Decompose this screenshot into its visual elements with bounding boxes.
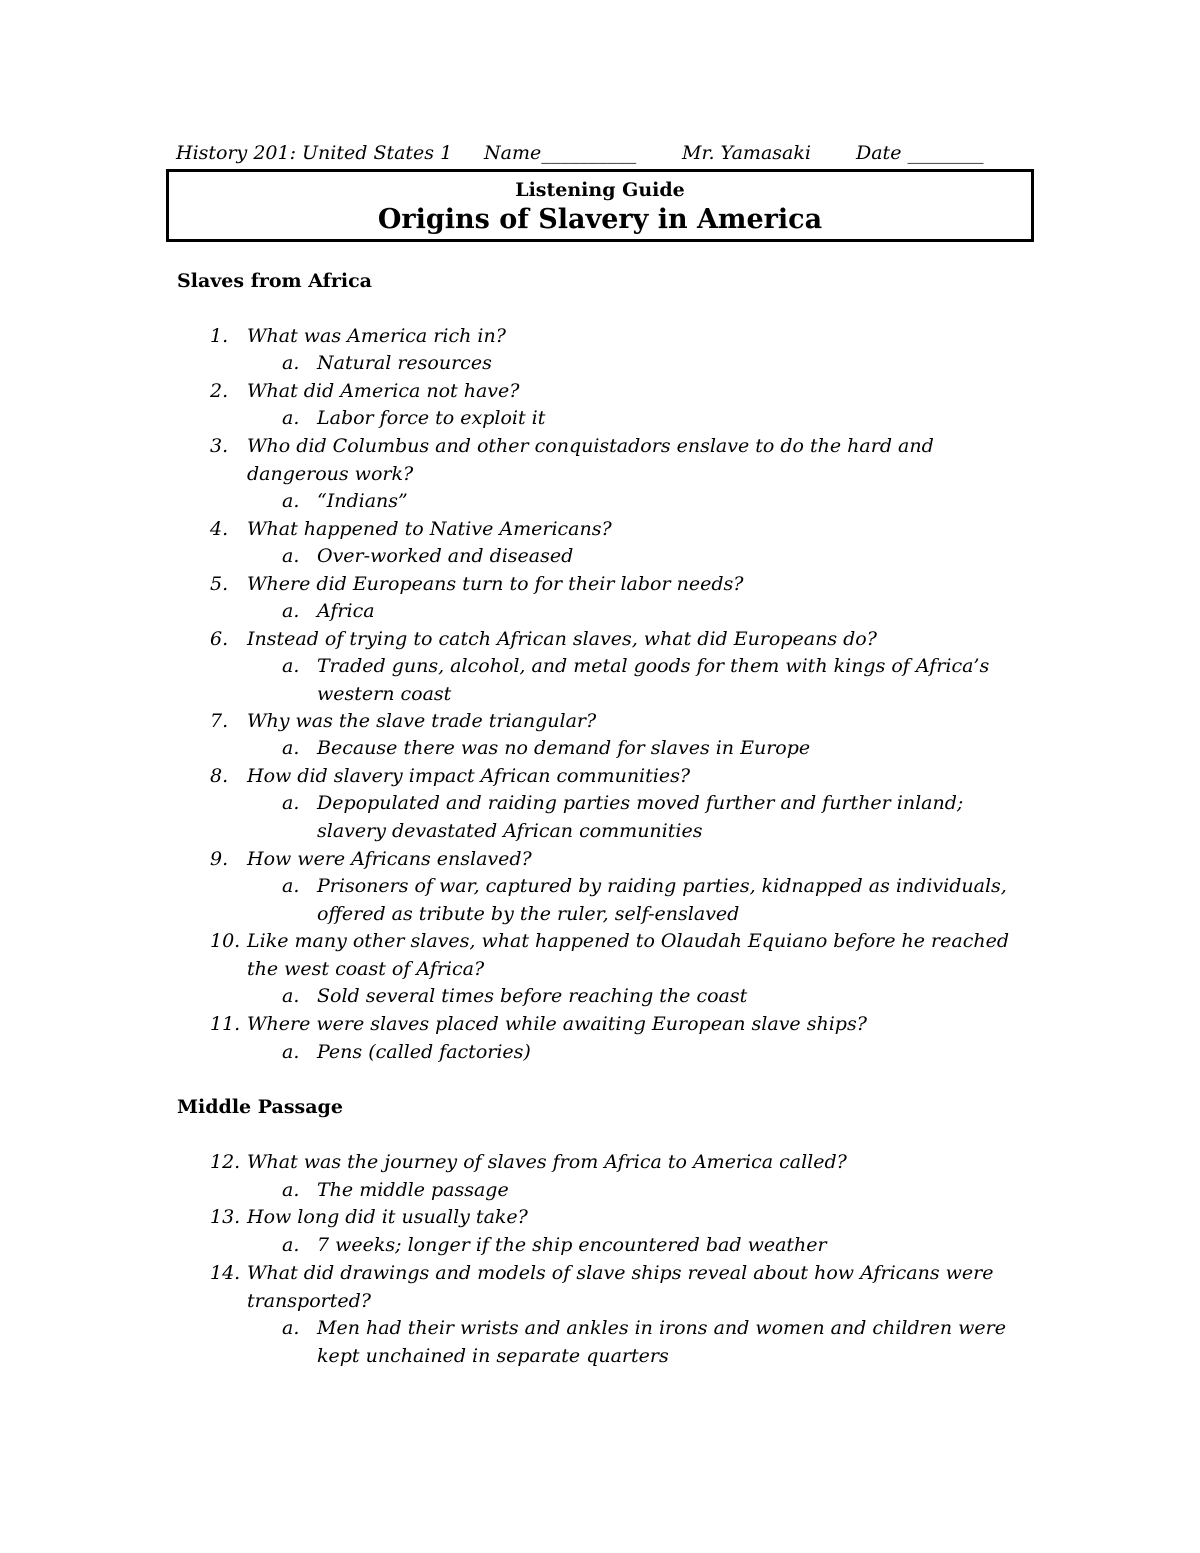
question-number: 3. [210, 435, 229, 457]
question-text: Why was the slave trade triangular? [247, 710, 597, 732]
question-text: Instead of trying to catch African slaves, what did Europeans do? [247, 628, 877, 650]
question-item [210, 626, 1030, 654]
answer-label: a. [282, 1041, 300, 1063]
question-text: Where did Europeans turn to for their labor needs? [247, 573, 744, 595]
question-number: 1. [210, 325, 229, 347]
section-heading: Slaves from Africa [177, 270, 372, 292]
question-text: How were Africans enslaved? [247, 848, 532, 870]
question-text: What happened to Native Americans? [247, 518, 612, 540]
title-box [166, 169, 1034, 242]
answer-item [282, 1232, 1030, 1260]
answer-item [282, 790, 1030, 845]
question-number: 4. [210, 518, 229, 540]
question-number: 12. [210, 1151, 241, 1173]
question-number: 10. [210, 930, 241, 952]
answer-label: a. [282, 600, 300, 622]
answer-label: a. [282, 1234, 300, 1256]
question-item [210, 1204, 1030, 1232]
title-subtitle: Listening Guide [515, 179, 685, 201]
answer-text: Sold several times before reaching the coast [317, 985, 748, 1007]
question-number: 6. [210, 628, 229, 650]
date-field: Date ________ [856, 142, 984, 164]
answer-text: Because there was no demand for slaves in Europe [317, 737, 811, 759]
question-text: Who did Columbus and other conquistadors enslave to do the hard and dangerous work? [247, 435, 934, 485]
answer-text: Prisoners of war, captured by raiding parties, kidnapped as individuals, offered as tribute by the ruler, self-enslaved [317, 875, 1007, 925]
question-item [210, 708, 1030, 736]
question-item [210, 763, 1030, 791]
answer-text: Traded guns, alcohol, and metal goods for them with kings of Africa’s western coast [317, 655, 990, 705]
question-item [210, 928, 1030, 983]
question-number: 8. [210, 765, 229, 787]
answer-label: a. [282, 352, 300, 374]
answer-label: a. [282, 1179, 300, 1201]
answer-item [282, 653, 1030, 708]
answer-text: Over-worked and diseased [317, 545, 574, 567]
question-item [210, 571, 1030, 599]
answer-item [282, 350, 1030, 378]
answer-item [282, 983, 1030, 1011]
answer-text: Natural resources [317, 352, 492, 374]
answer-label: a. [282, 407, 300, 429]
answer-text: “Indians” [317, 490, 408, 512]
answer-item [282, 543, 1030, 571]
question-item [210, 1260, 1030, 1315]
answer-label: a. [282, 545, 300, 567]
answer-text: Pens (called factories) [317, 1041, 531, 1063]
question-item [210, 378, 1030, 406]
question-number: 13. [210, 1206, 241, 1228]
question-item [210, 1011, 1030, 1039]
answer-text: Men had their wrists and ankles in irons and women and children were kept unchained in separate quarters [317, 1317, 1006, 1367]
answer-item [282, 1315, 1030, 1370]
answer-label: a. [282, 737, 300, 759]
answer-text: Africa [317, 600, 375, 622]
question-text: What did America not have? [247, 380, 520, 402]
name-field: Name__________ [484, 142, 637, 164]
question-text: How long did it usually take? [247, 1206, 528, 1228]
question-text: Like many other slaves, what happened to Olaudah Equiano before he reached the west coast of Africa? [247, 930, 1009, 980]
question-item [210, 433, 1030, 488]
course-label: History 201: United States 1 [176, 142, 453, 164]
question-number: 9. [210, 848, 229, 870]
question-text: Where were slaves placed while awaiting European slave ships? [247, 1013, 867, 1035]
answer-item [282, 1039, 1030, 1067]
page-title: Origins of Slavery in America [377, 204, 823, 235]
answer-item [282, 1177, 1030, 1205]
question-number: 7. [210, 710, 229, 732]
answer-item [282, 873, 1030, 928]
answer-item [282, 488, 1030, 516]
question-text: What was the journey of slaves from Africa to America called? [247, 1151, 847, 1173]
question-text: What was America rich in? [247, 325, 506, 347]
answer-label: a. [282, 792, 300, 814]
answer-label: a. [282, 875, 300, 897]
question-text: What did drawings and models of slave ships reveal about how Africans were transported? [247, 1262, 994, 1312]
answer-item [282, 735, 1030, 763]
answer-label: a. [282, 1317, 300, 1339]
answer-label: a. [282, 985, 300, 1007]
question-number: 5. [210, 573, 229, 595]
answer-text: 7 weeks; longer if the ship encountered bad weather [317, 1234, 827, 1256]
header-line [176, 142, 1026, 170]
section-heading: Middle Passage [177, 1096, 343, 1118]
question-item [210, 1149, 1030, 1177]
question-item [210, 323, 1030, 351]
question-number: 2. [210, 380, 229, 402]
question-number: 14. [210, 1262, 241, 1284]
answer-text: Labor force to exploit it [317, 407, 546, 429]
answer-text: The middle passage [317, 1179, 509, 1201]
answer-item [282, 598, 1030, 626]
answer-item [282, 405, 1030, 433]
answer-label: a. [282, 655, 300, 677]
question-text: How did slavery impact African communities? [247, 765, 691, 787]
answer-label: a. [282, 490, 300, 512]
teacher-label: Mr. Yamasaki [682, 142, 811, 164]
question-item [210, 516, 1030, 544]
question-item [210, 846, 1030, 874]
question-number: 11. [210, 1013, 241, 1035]
answer-text: Depopulated and raiding parties moved further and further inland; slavery devastated African communities [317, 792, 964, 842]
